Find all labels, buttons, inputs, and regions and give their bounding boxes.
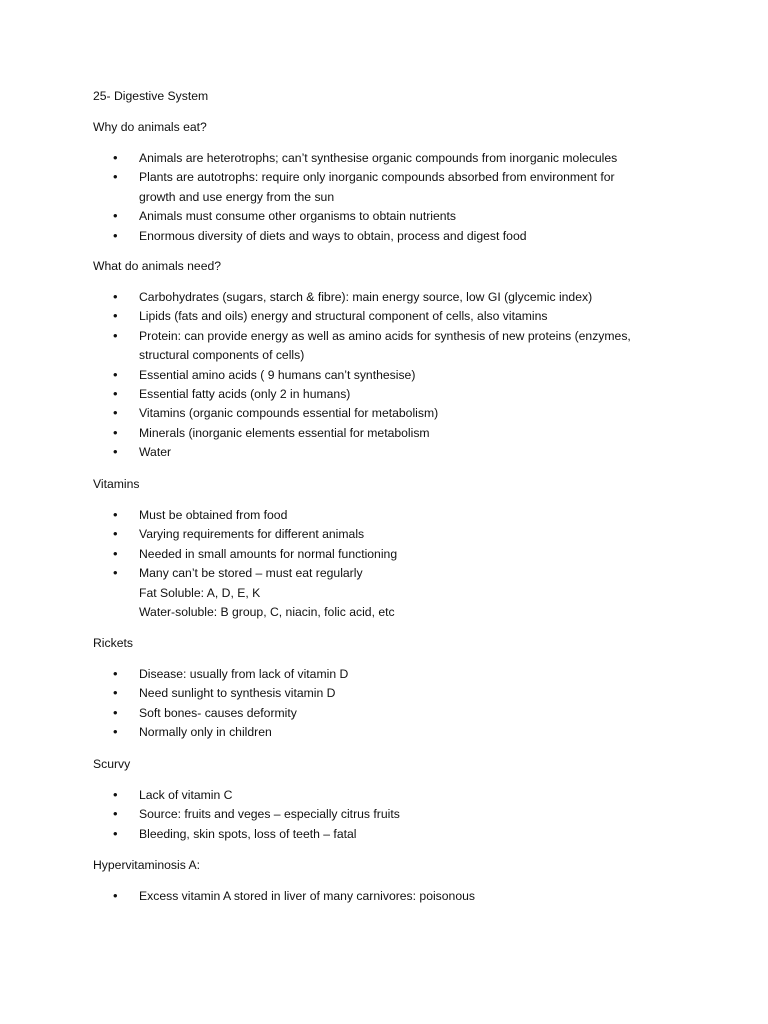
bullet-icon: • [113, 825, 118, 841]
list-item-text: Bleeding, skin spots, loss of teeth – fatal [139, 826, 357, 841]
list-item-text: Need sunlight to synthesis vitamin D [139, 686, 336, 701]
list-item-text: Animals are heterotrophs; can’t synthesise organic compounds from inorganic molecules [139, 151, 618, 165]
bullet-icon: • [113, 565, 118, 581]
bullet-icon: • [113, 424, 118, 440]
list-item-text: Animals must consume other organisms to obtain nutrients [139, 209, 457, 224]
bullet-icon: • [113, 507, 118, 522]
bullet-icon: • [113, 289, 118, 304]
list-item-text: Protein: can provide energy as well as amino acids for synthesis of new proteins (enzymes, [139, 328, 631, 343]
bullet-icon: • [113, 888, 118, 903]
bullet-icon: • [113, 526, 118, 542]
bullet-icon: • [113, 386, 118, 401]
bullet-icon: • [113, 666, 118, 681]
list-item-text: Lipids (fats and oils) energy and structural component of cells, also vitamins [139, 309, 548, 324]
list-item-text: Source: fruits and veges – especially citrus fruits [139, 807, 400, 822]
list-item-text: Soft bones- causes deformity [139, 705, 297, 720]
list-item-text: Water [139, 445, 172, 460]
list-item-text: Needed in small amounts for normal functioning [139, 546, 398, 561]
bullet-icon: • [113, 724, 118, 740]
section-heading: Vitamins [93, 477, 140, 491]
section-heading: Scurvy [93, 757, 131, 771]
bullet-icon: • [113, 169, 118, 185]
bullet-icon: • [113, 327, 118, 343]
list-item-text: Plants are autotrophs: require only inorganic compounds absorbed from environment for [139, 170, 615, 185]
section-heading: Hypervitaminosis A: [93, 858, 201, 872]
bullet-icon: • [113, 704, 118, 720]
list-item-text: Excess vitamin A stored in liver of many carnivores: poisonous [139, 889, 475, 903]
bullet-icon: • [113, 806, 118, 822]
list-item-text: Water-soluble: B group, C, niacin, folic acid, etc [139, 605, 395, 619]
list-item-text: Essential fatty acids (only 2 in humans) [139, 387, 351, 401]
list-item-text: Carbohydrates (sugars, starch & fibre): main energy source, low GI (glycemic index) [139, 290, 593, 304]
list-item-text: Minerals (inorganic elements essential for metabolism [139, 425, 430, 440]
bullet-icon: • [113, 685, 118, 701]
list-item-text: Varying requirements for different animals [139, 527, 365, 542]
bullet-icon: • [113, 787, 118, 802]
bullet-icon: • [113, 366, 118, 382]
list-item-text: structural components of cells) [139, 348, 305, 363]
list-item-text: Vitamins (organic compounds essential for metabolism) [139, 406, 439, 421]
bullet-icon: • [113, 227, 118, 243]
list-item-text: Essential amino acids ( 9 humans can’t synthesise) [139, 367, 416, 382]
list-item-text: Lack of vitamin C [139, 788, 233, 802]
list-item-text: growth and use energy from the sun [139, 189, 335, 204]
bullet-icon: • [113, 308, 118, 324]
section-heading: Rickets [93, 636, 133, 650]
list-item-text: Many can’t be stored – must eat regularly [139, 566, 363, 581]
list-item-text: Disease: usually from lack of vitamin D [139, 667, 349, 681]
bullet-icon: • [113, 405, 118, 421]
bullet-icon: • [113, 545, 118, 561]
document-title: 25- Digestive System [93, 89, 209, 103]
list-item-text: Normally only in children [139, 725, 272, 740]
list-item-text: Must be obtained from food [139, 508, 288, 522]
bullet-icon: • [113, 444, 118, 460]
section-heading: Why do animals eat? [93, 120, 207, 134]
bullet-icon: • [113, 208, 118, 224]
section-heading: What do animals need? [93, 259, 222, 273]
bullet-icon: • [113, 150, 118, 165]
list-item-text: Enormous diversity of diets and ways to obtain, process and digest food [139, 228, 527, 243]
list-item-text: Fat Soluble: A, D, E, K [139, 585, 261, 600]
